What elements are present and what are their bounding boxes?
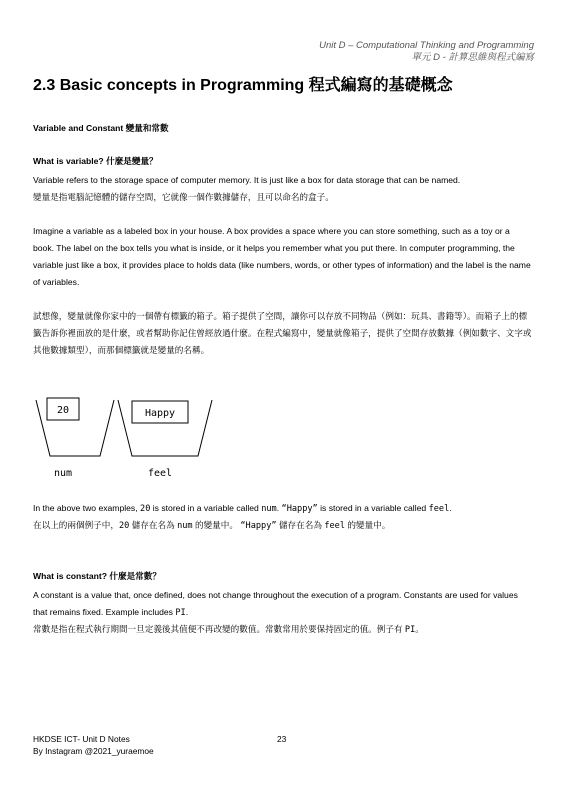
example-en: In the above two examples, 20 is stored in a variable called num. “Happy” is stored in a variable called feel.: [33, 503, 452, 514]
constant-definition-zh: 常數是指在程式執行期間一旦定義後其值便不再改變的數值。常數常用於要保持固定的值。例子有 PI。: [33, 624, 424, 635]
variable-definition-en: Variable refers to the storage space of computer memory. It is just like a box for data storage that can be named.: [33, 175, 461, 185]
value-feel: Happy: [144, 408, 176, 419]
variable-analogy-zh: 試想像，變量就像你家中的一個帶有標籤的箱子。箱子提供了空間，讓你可以存放不同物品（例如：玩具、書籍等）。而箱子上的標籤告訴你裡面放的是什麼，或者幫助你記住曾經放過什麼。在程式編寫中，變量就像箱子，提供了空間存放數據（例如數字、文字或其他數據類型），而那個標籤就是變量的名稱。: [33, 311, 532, 355]
value-num: 20: [56, 405, 70, 416]
footer-notes-title: HKDSE ICT- Unit D Notes: [33, 734, 130, 744]
header-unit-en: Unit D – Computational Thinking and Programming: [319, 40, 534, 51]
constant-definition-en: A constant is a value that, once defined, does not change throughout the execution of a program. Constants are used for values that remains fixed. Example includes PI.: [33, 590, 518, 618]
example-zh: 在以上的兩個例子中，20 儲存在名為 num 的變量中。 “Happy” 儲存在名為 feel 的變量中。: [33, 520, 391, 531]
header-unit-zh: 單元 D - 計算思維與程式編寫: [411, 52, 534, 63]
constant-question: What is constant? 什麼是常數？: [33, 571, 161, 581]
footer-author: By Instagram @2021_yuraemoe: [33, 746, 154, 756]
variable-box-diagram: [30, 392, 230, 487]
name-feel: feel: [147, 468, 173, 479]
section-heading: Variable and Constant 變量和常數: [33, 123, 169, 133]
page-title: 2.3 Basic concepts in Programming 程式編寫的基礎概念: [33, 77, 453, 94]
variable-analogy-en: Imagine a variable as a labeled box in your house. A box provides a space where you can store something, such as a toy or a book. The label on the box tells you what is inside, or it helps you remember what you put there. In computer programming, the variable just like a box, it provides place to holds data (like numbers, words, or other types of information) and the label is the name of variables.: [33, 226, 531, 287]
name-num: num: [53, 468, 73, 479]
variable-definition-zh: 變量是指電腦記憶體的儲存空間，它就像一個作數據儲存，且可以命名的盒子。: [33, 192, 334, 202]
page-number: 23: [277, 734, 287, 744]
variable-question: What is variable? 什麼是變量？: [33, 156, 158, 166]
